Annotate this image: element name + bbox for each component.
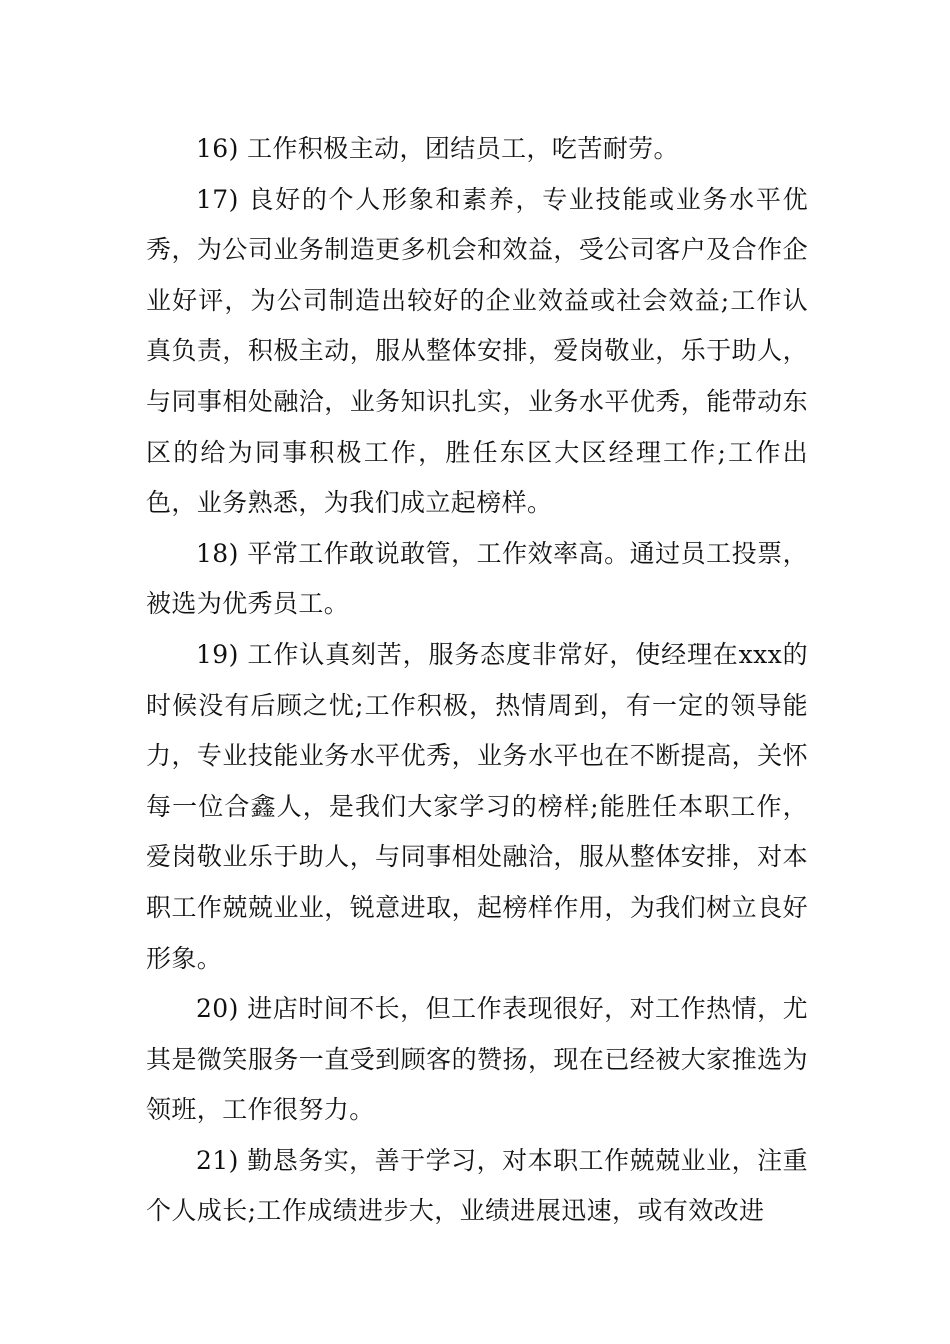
paragraph-18: 18) 平常工作敢说敢管，工作效率高。通过员工投票，被选为优秀员工。 [146, 538, 808, 619]
paragraph-20: 20) 进店时间不长，但工作表现很好，对工作热情，尤其是微笑服务一直受到顾客的赞扬，现在已经被大家推选为领班，工作很努力。 [146, 994, 808, 1125]
document-body [146, 124, 808, 1237]
paragraph-19: 19) 工作认真刻苦，服务态度非常好，使经理在xxx的时候没有后顾之忧;工作积极，热情周到，有一定的领导能力，专业技能业务水平优秀，业务水平也在不断提高，关怀每一位合鑫人，是我们大家学习的榜样;能胜任本职工作，爱岗敬业乐于助人，与同事相处融洽，服从整体安排，对本职工作兢兢业业，锐意进取，起榜样作用，为我们树立良好形象。 [146, 639, 808, 973]
paragraph-21: 21) 勤恳务实，善于学习，对本职工作兢兢业业，注重个人成长;工作成绩进步大，业绩进展迅速，或有效改进 [146, 1145, 808, 1226]
paragraph-17: 17) 良好的个人形象和素养，专业技能或业务水平优秀，为公司业务制造更多机会和效益，受公司客户及合作企业好评，为公司制造出较好的企业效益或社会效益;工作认真负责，积极主动，服从整体安排，爱岗敬业，乐于助人，与同事相处融洽，业务知识扎实，业务水平优秀，能带动东区的给为同事积极工作，胜任东区大区经理工作;工作出色，业务熟悉，为我们成立起榜样。 [146, 184, 808, 518]
paragraph-16: 16) 工作积极主动，团结员工，吃苦耐劳。 [196, 134, 679, 163]
